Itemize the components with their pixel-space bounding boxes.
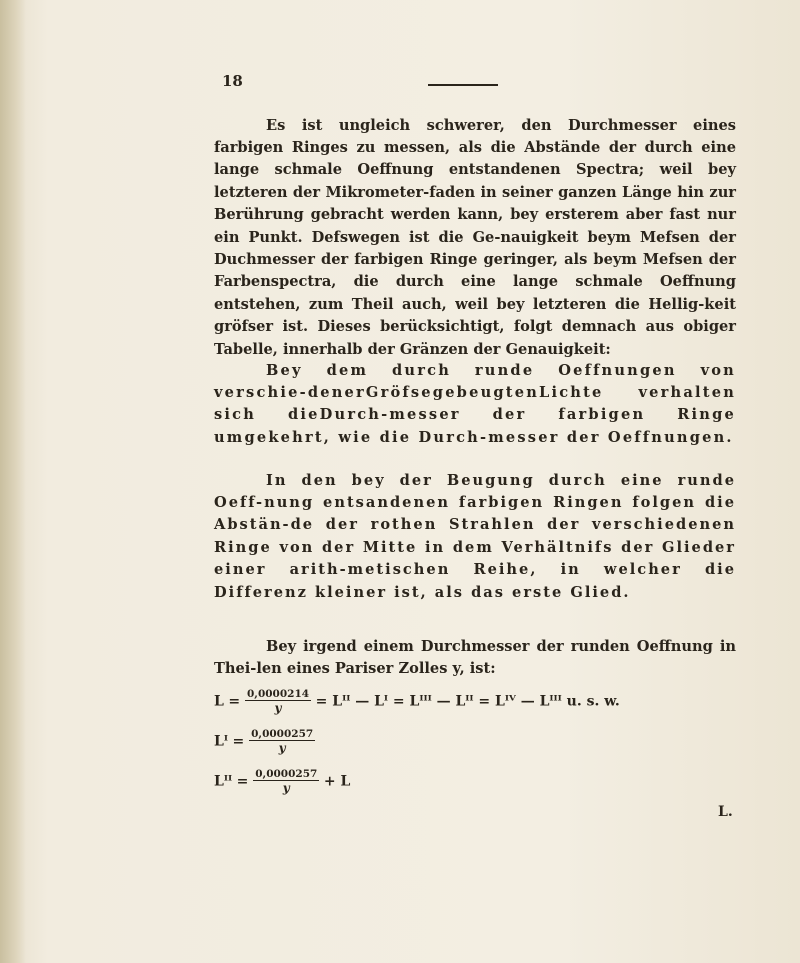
formula-2-lhs: Lᴵ <box>214 733 228 750</box>
formula-3-numerator: 0,0000257 <box>255 768 318 780</box>
formula-3: Lᴵᴵ = $\frac{0,0000257}{y}$ + L <box>214 768 351 795</box>
paragraph-2: Bey dem durch runde Oeffnungen von verschie-denerGröfsegebeugtenLichte verhalten sich dieDurch-messer der farbigen Ringe umgekehrt, wie die Durch-messer der Oeffnungen. <box>214 361 736 446</box>
formula-1-fraction <box>245 688 311 715</box>
formula-2-fraction <box>249 728 315 755</box>
paragraph-3: In den bey der Beugung durch eine runde Oeff-nung entsandenen farbigen Ringen folgen die Abstän-de der rothen Strahlen der verschiedenen Ringe von der Mitte in dem Verhältnifs der Glieder einer arith-metischen Reihe, in welcher die Differenz kleiner ist, als das erste Glied. <box>214 471 736 601</box>
formula-3-rhs: + L <box>323 773 351 790</box>
formula-2-numerator: 0,0000257 <box>251 728 314 740</box>
formula-1-numerator: 0,0000214 <box>246 688 310 700</box>
formula-3-lhs: Lᴵᴵ <box>214 773 233 790</box>
formula-1-denominator: y <box>274 701 282 715</box>
formula-2-denominator: y <box>278 741 286 755</box>
page-number: 18 <box>222 72 243 90</box>
formula-3-denominator: y <box>282 781 290 795</box>
footer-signature: L. <box>718 804 733 820</box>
formula-1: L = $\frac{0,0000214}{y}$ = Lᴵᴵ — Lᴵ = Lᴵᴵᴵ — Lᴵᴵ = Lᴵⱽ — Lᴵᴵᴵ u. s. w. <box>214 688 620 715</box>
formula-1-lhs: L <box>214 693 224 710</box>
formula-3-fraction <box>253 768 319 795</box>
page-binding-edge <box>0 0 26 963</box>
header-rule <box>428 84 498 86</box>
paragraph-4: Bey irgend einem Durchmesser der runden Oeffnung in Thei-len eines Pariser Zolles y, ist: <box>214 637 736 677</box>
formula-2: Lᴵ = $\frac{0,0000257}{y}$ <box>214 728 314 755</box>
paragraph-1: Es ist ungleich schwerer, den Durchmesser eines farbigen Ringes zu messen, als die Abstände der durch eine lange schmale Oeffnung entstandenen Spectra; weil bey letzteren der Mikrometer-faden in seiner ganzen Länge hin zur Berührung gebracht werden kann, bey ersterem aber fast nur ein Punkt. Defswegen ist die Ge-nauigkeit beym Mefsen der Duchmesser der farbigen Ringe geringer, als beym Mefsen der Farbenspectra, die durch eine lange schmale Oeffnung entstehen, zum Theil auch, weil bey letzteren die Hellig-keit gröfser ist. Dieses berücksichtigt, folgt demnach aus obiger Tabelle, innerhalb der Gränzen der Genauigkeit: <box>214 116 736 358</box>
formula-1-rhs: = Lᴵᴵ — Lᴵ = Lᴵᴵᴵ — Lᴵᴵ = Lᴵⱽ — Lᴵᴵᴵ u. s. w. <box>315 693 620 710</box>
